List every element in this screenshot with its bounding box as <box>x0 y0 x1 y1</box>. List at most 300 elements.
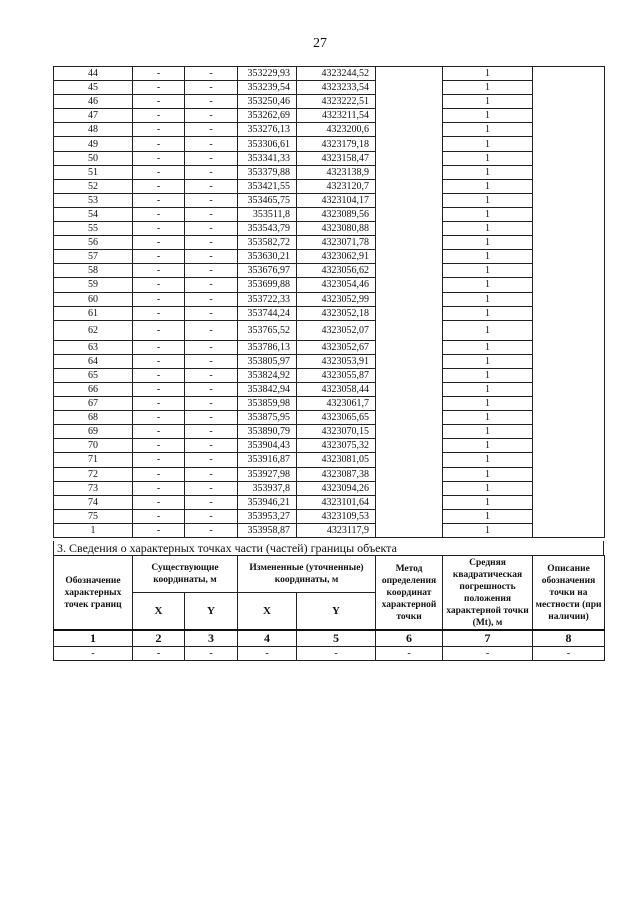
changed-y: 4323138,9 <box>297 165 376 179</box>
existing-y: - <box>185 453 238 467</box>
accuracy-cell: 1 <box>443 250 533 264</box>
changed-y: 4323052,07 <box>297 320 376 340</box>
changed-y: 4323056,62 <box>297 264 376 278</box>
empty-cell: - <box>54 647 133 661</box>
accuracy-cell: 1 <box>443 467 533 481</box>
header-accuracy: Средняя квадратическая погрешность положения характерной точки (Mt), м <box>443 556 533 631</box>
existing-x: - <box>133 481 185 495</box>
description-cell <box>533 109 605 123</box>
method-cell <box>376 425 443 439</box>
changed-x: 353543,79 <box>238 222 297 236</box>
existing-y: - <box>185 439 238 453</box>
description-cell <box>533 425 605 439</box>
description-cell <box>533 495 605 509</box>
empty-cell: - <box>443 647 533 661</box>
point-number: 51 <box>54 165 133 179</box>
point-number: 58 <box>54 264 133 278</box>
description-cell <box>533 481 605 495</box>
existing-x: - <box>133 95 185 109</box>
existing-x: - <box>133 306 185 320</box>
table-row <box>54 354 605 368</box>
point-number: 60 <box>54 292 133 306</box>
existing-x: - <box>133 382 185 396</box>
point-number: 54 <box>54 207 133 221</box>
existing-x: - <box>133 264 185 278</box>
point-number: 68 <box>54 411 133 425</box>
point-number: 48 <box>54 123 133 137</box>
changed-y: 4323061,7 <box>297 397 376 411</box>
changed-y: 4323080,88 <box>297 222 376 236</box>
table-row <box>54 368 605 382</box>
existing-y: - <box>185 222 238 236</box>
changed-x: 353744,24 <box>238 306 297 320</box>
description-cell <box>533 236 605 250</box>
empty-cell: - <box>133 647 185 661</box>
table-row <box>54 340 605 354</box>
accuracy-cell: 1 <box>443 523 533 537</box>
changed-x: 353904,43 <box>238 439 297 453</box>
existing-x: - <box>133 292 185 306</box>
table-row <box>54 453 605 467</box>
changed-y: 4323094,26 <box>297 481 376 495</box>
header-existing-y: Y <box>185 593 238 631</box>
point-number: 52 <box>54 179 133 193</box>
empty-cell: - <box>376 647 443 661</box>
accuracy-cell: 1 <box>443 425 533 439</box>
table-row <box>54 320 605 340</box>
changed-x: 353421,55 <box>238 179 297 193</box>
table-row <box>54 193 605 207</box>
changed-x: 353341,33 <box>238 151 297 165</box>
description-cell <box>533 278 605 292</box>
changed-y: 4323071,78 <box>297 236 376 250</box>
existing-y: - <box>185 81 238 95</box>
description-cell <box>533 411 605 425</box>
empty-cell: - <box>533 647 605 661</box>
existing-y: - <box>185 207 238 221</box>
point-number: 71 <box>54 453 133 467</box>
table-row <box>54 382 605 396</box>
table-row <box>54 123 605 137</box>
changed-x: 353250,46 <box>238 95 297 109</box>
method-cell <box>376 165 443 179</box>
changed-x: 353722,33 <box>238 292 297 306</box>
changed-x: 353306,61 <box>238 137 297 151</box>
coordinates-table <box>53 66 605 538</box>
table-row <box>54 439 605 453</box>
method-cell <box>376 320 443 340</box>
point-number: 57 <box>54 250 133 264</box>
changed-y: 4323211,54 <box>297 109 376 123</box>
point-number: 62 <box>54 320 133 340</box>
changed-y: 4323233,54 <box>297 81 376 95</box>
point-number: 55 <box>54 222 133 236</box>
method-cell <box>376 453 443 467</box>
point-number: 73 <box>54 481 133 495</box>
accuracy-cell: 1 <box>443 453 533 467</box>
accuracy-cell: 1 <box>443 368 533 382</box>
changed-y: 4323065,65 <box>297 411 376 425</box>
header-designation: Обозначение характерных точек границ <box>54 556 133 631</box>
existing-y: - <box>185 495 238 509</box>
empty-cell: - <box>238 647 297 661</box>
existing-x: - <box>133 397 185 411</box>
method-cell <box>376 236 443 250</box>
description-cell <box>533 453 605 467</box>
description-cell <box>533 222 605 236</box>
changed-x: 353805,97 <box>238 354 297 368</box>
changed-y: 4323109,53 <box>297 509 376 523</box>
accuracy-cell: 1 <box>443 222 533 236</box>
changed-y: 4323244,52 <box>297 67 376 81</box>
accuracy-cell: 1 <box>443 179 533 193</box>
method-cell <box>376 523 443 537</box>
changed-y: 4323052,18 <box>297 306 376 320</box>
point-number: 47 <box>54 109 133 123</box>
changed-x: 353276,13 <box>238 123 297 137</box>
changed-y: 4323052,99 <box>297 292 376 306</box>
existing-y: - <box>185 151 238 165</box>
table-row <box>54 109 605 123</box>
changed-x: 353239,54 <box>238 81 297 95</box>
point-number: 63 <box>54 340 133 354</box>
changed-x: 353937,8 <box>238 481 297 495</box>
changed-x: 353765,52 <box>238 320 297 340</box>
point-number: 61 <box>54 306 133 320</box>
header-method: Метод определения координат характерной точки <box>376 556 443 631</box>
table-row <box>54 137 605 151</box>
table-row <box>54 278 605 292</box>
description-cell <box>533 165 605 179</box>
existing-y: - <box>185 165 238 179</box>
existing-y: - <box>185 481 238 495</box>
description-cell <box>533 397 605 411</box>
changed-x: 353630,21 <box>238 250 297 264</box>
existing-y: - <box>185 236 238 250</box>
changed-x: 353916,87 <box>238 453 297 467</box>
changed-x: 353890,79 <box>238 425 297 439</box>
changed-x: 353262,69 <box>238 109 297 123</box>
changed-x: 353229,93 <box>238 67 297 81</box>
point-number: 56 <box>54 236 133 250</box>
changed-x: 353842,94 <box>238 382 297 396</box>
description-cell <box>533 523 605 537</box>
table-row <box>54 495 605 509</box>
header-existing-coordinates: Существующие координаты, м <box>133 556 238 593</box>
changed-x: 353859,98 <box>238 397 297 411</box>
point-number: 49 <box>54 137 133 151</box>
existing-y: - <box>185 109 238 123</box>
existing-y: - <box>185 264 238 278</box>
accuracy-cell: 1 <box>443 278 533 292</box>
changed-y: 4323089,56 <box>297 207 376 221</box>
existing-y: - <box>185 411 238 425</box>
existing-y: - <box>185 250 238 264</box>
existing-x: - <box>133 165 185 179</box>
changed-x: 353379,88 <box>238 165 297 179</box>
method-cell <box>376 179 443 193</box>
table-row <box>54 425 605 439</box>
header-changed-coordinates: Измененные (уточненные) координаты, м <box>238 556 376 593</box>
section-3-title: 3. Сведения о характерных точках части (частей) границы объекта <box>53 541 604 555</box>
changed-x: 353927,98 <box>238 467 297 481</box>
existing-x: - <box>133 179 185 193</box>
existing-x: - <box>133 278 185 292</box>
method-cell <box>376 151 443 165</box>
accuracy-cell: 1 <box>443 439 533 453</box>
table-row <box>54 306 605 320</box>
method-cell <box>376 340 443 354</box>
existing-x: - <box>133 523 185 537</box>
point-number: 44 <box>54 67 133 81</box>
accuracy-cell: 1 <box>443 495 533 509</box>
table-row <box>54 81 605 95</box>
accuracy-cell: 1 <box>443 481 533 495</box>
existing-x: - <box>133 368 185 382</box>
changed-x: 353582,72 <box>238 236 297 250</box>
method-cell <box>376 95 443 109</box>
method-cell <box>376 306 443 320</box>
point-number: 74 <box>54 495 133 509</box>
table-row <box>54 292 605 306</box>
column-number: 6 <box>376 630 443 647</box>
column-number: 1 <box>54 630 133 647</box>
existing-y: - <box>185 340 238 354</box>
accuracy-cell: 1 <box>443 382 533 396</box>
table-row <box>54 481 605 495</box>
changed-y: 4323117,9 <box>297 523 376 537</box>
empty-cell: - <box>297 647 376 661</box>
method-cell <box>376 222 443 236</box>
accuracy-cell: 1 <box>443 509 533 523</box>
changed-y: 4323075,32 <box>297 439 376 453</box>
method-cell <box>376 467 443 481</box>
existing-x: - <box>133 250 185 264</box>
description-cell <box>533 354 605 368</box>
method-cell <box>376 278 443 292</box>
changed-x: 353465,75 <box>238 193 297 207</box>
existing-x: - <box>133 340 185 354</box>
existing-x: - <box>133 222 185 236</box>
method-cell <box>376 481 443 495</box>
accuracy-cell: 1 <box>443 151 533 165</box>
existing-x: - <box>133 109 185 123</box>
table-row <box>54 95 605 109</box>
table-row <box>54 523 605 537</box>
existing-x: - <box>133 354 185 368</box>
accuracy-cell: 1 <box>443 109 533 123</box>
existing-x: - <box>133 467 185 481</box>
description-cell <box>533 509 605 523</box>
table-row <box>54 222 605 236</box>
description-cell <box>533 151 605 165</box>
existing-y: - <box>185 123 238 137</box>
existing-y: - <box>185 425 238 439</box>
accuracy-cell: 1 <box>443 137 533 151</box>
existing-x: - <box>133 320 185 340</box>
table-row <box>54 207 605 221</box>
header-changed-x: X <box>238 593 297 631</box>
table-row <box>54 509 605 523</box>
changed-y: 4323087,38 <box>297 467 376 481</box>
existing-y: - <box>185 179 238 193</box>
changed-x: 353699,88 <box>238 278 297 292</box>
header-existing-x: X <box>133 593 185 631</box>
existing-x: - <box>133 67 185 81</box>
table-row <box>54 151 605 165</box>
accuracy-cell: 1 <box>443 81 533 95</box>
table-row <box>54 250 605 264</box>
table-row <box>54 67 605 81</box>
description-cell <box>533 306 605 320</box>
table-row <box>54 467 605 481</box>
existing-y: - <box>185 95 238 109</box>
accuracy-cell: 1 <box>443 264 533 278</box>
method-cell <box>376 109 443 123</box>
accuracy-cell: 1 <box>443 340 533 354</box>
method-cell <box>376 368 443 382</box>
description-cell <box>533 264 605 278</box>
method-cell <box>376 509 443 523</box>
existing-y: - <box>185 523 238 537</box>
accuracy-cell: 1 <box>443 397 533 411</box>
method-cell <box>376 411 443 425</box>
existing-x: - <box>133 137 185 151</box>
changed-y: 4323052,67 <box>297 340 376 354</box>
column-number: 2 <box>133 630 185 647</box>
accuracy-cell: 1 <box>443 411 533 425</box>
changed-y: 4323070,15 <box>297 425 376 439</box>
existing-y: - <box>185 382 238 396</box>
method-cell <box>376 397 443 411</box>
table-row <box>54 264 605 278</box>
method-cell <box>376 81 443 95</box>
point-number: 65 <box>54 368 133 382</box>
changed-x: 353958,87 <box>238 523 297 537</box>
accuracy-cell: 1 <box>443 165 533 179</box>
changed-x: 353676,97 <box>238 264 297 278</box>
existing-x: - <box>133 495 185 509</box>
header-changed-y: Y <box>297 593 376 631</box>
changed-x: 353511,8 <box>238 207 297 221</box>
point-number: 75 <box>54 509 133 523</box>
existing-x: - <box>133 193 185 207</box>
point-number: 46 <box>54 95 133 109</box>
column-number: 4 <box>238 630 297 647</box>
point-number: 50 <box>54 151 133 165</box>
existing-x: - <box>133 411 185 425</box>
description-cell <box>533 207 605 221</box>
accuracy-cell: 1 <box>443 193 533 207</box>
table-row <box>54 179 605 193</box>
description-cell <box>533 382 605 396</box>
method-cell <box>376 264 443 278</box>
changed-x: 353824,92 <box>238 368 297 382</box>
changed-x: 353875,95 <box>238 411 297 425</box>
changed-y: 4323062,91 <box>297 250 376 264</box>
table-row <box>54 397 605 411</box>
accuracy-cell: 1 <box>443 67 533 81</box>
existing-y: - <box>185 368 238 382</box>
description-cell <box>533 439 605 453</box>
accuracy-cell: 1 <box>443 236 533 250</box>
header-description: Описание обозначения точки на местности (при наличии) <box>533 556 605 631</box>
method-cell <box>376 292 443 306</box>
point-number: 1 <box>54 523 133 537</box>
existing-x: - <box>133 236 185 250</box>
changed-y: 4323179,18 <box>297 137 376 151</box>
existing-x: - <box>133 123 185 137</box>
changed-x: 353946,21 <box>238 495 297 509</box>
changed-y: 4323120,7 <box>297 179 376 193</box>
description-cell <box>533 320 605 340</box>
existing-y: - <box>185 67 238 81</box>
point-number: 53 <box>54 193 133 207</box>
existing-x: - <box>133 453 185 467</box>
existing-y: - <box>185 278 238 292</box>
point-number: 67 <box>54 397 133 411</box>
existing-y: - <box>185 193 238 207</box>
existing-y: - <box>185 509 238 523</box>
changed-y: 4323158,47 <box>297 151 376 165</box>
page-number: 27 <box>313 36 327 51</box>
existing-y: - <box>185 137 238 151</box>
description-cell <box>533 467 605 481</box>
changed-y: 4323058,44 <box>297 382 376 396</box>
description-cell <box>533 292 605 306</box>
description-cell <box>533 193 605 207</box>
accuracy-cell: 1 <box>443 123 533 137</box>
column-number: 8 <box>533 630 605 647</box>
existing-y: - <box>185 397 238 411</box>
changed-y: 4323101,64 <box>297 495 376 509</box>
changed-y: 4323222,51 <box>297 95 376 109</box>
accuracy-cell: 1 <box>443 95 533 109</box>
column-number: 7 <box>443 630 533 647</box>
table-row <box>54 411 605 425</box>
method-cell <box>376 193 443 207</box>
changed-y: 4323200,6 <box>297 123 376 137</box>
point-number: 45 <box>54 81 133 95</box>
method-cell <box>376 382 443 396</box>
existing-y: - <box>185 320 238 340</box>
existing-y: - <box>185 292 238 306</box>
method-cell <box>376 123 443 137</box>
accuracy-cell: 1 <box>443 292 533 306</box>
description-cell <box>533 137 605 151</box>
column-number: 3 <box>185 630 238 647</box>
accuracy-cell: 1 <box>443 320 533 340</box>
existing-y: - <box>185 306 238 320</box>
point-number: 66 <box>54 382 133 396</box>
description-cell <box>533 340 605 354</box>
section-3-table <box>53 555 605 661</box>
accuracy-cell: 1 <box>443 207 533 221</box>
point-number: 72 <box>54 467 133 481</box>
description-cell <box>533 123 605 137</box>
method-cell <box>376 495 443 509</box>
changed-x: 353953,27 <box>238 509 297 523</box>
method-cell <box>376 67 443 81</box>
description-cell <box>533 67 605 81</box>
method-cell <box>376 250 443 264</box>
point-number: 69 <box>54 425 133 439</box>
existing-x: - <box>133 425 185 439</box>
accuracy-cell: 1 <box>443 354 533 368</box>
changed-y: 4323054,46 <box>297 278 376 292</box>
description-cell <box>533 179 605 193</box>
empty-cell: - <box>185 647 238 661</box>
